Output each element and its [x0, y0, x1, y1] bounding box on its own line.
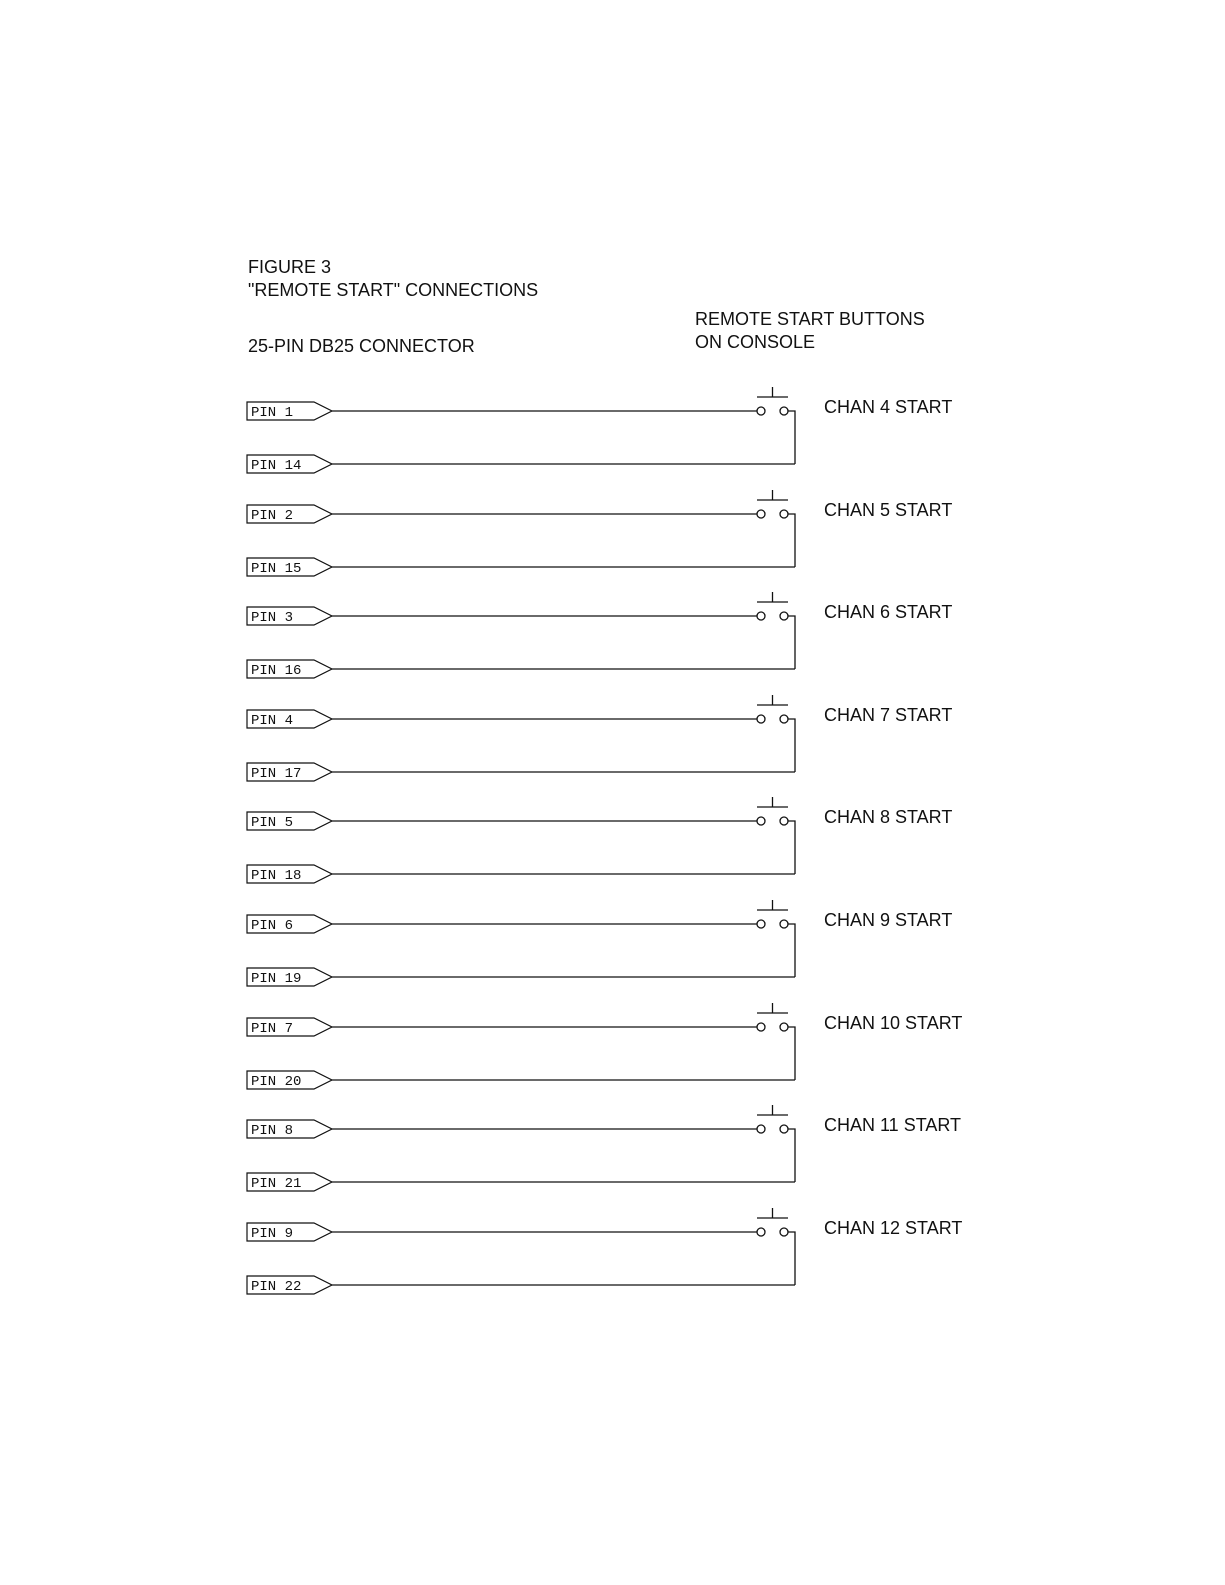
figure-title: "REMOTE START" CONNECTIONS: [248, 280, 539, 300]
pin-label: PIN 16: [251, 663, 302, 679]
channel-5: [247, 797, 952, 884]
switch-contact-right: [780, 407, 788, 415]
switch-contact-left: [757, 510, 765, 518]
switch-return-lead: [788, 616, 795, 669]
channel-6: [247, 900, 952, 987]
pin-label: PIN 7: [251, 1021, 294, 1037]
switch-contact-right: [780, 1228, 788, 1236]
pin-label: PIN 17: [251, 766, 302, 782]
pin-label: PIN 22: [251, 1279, 302, 1295]
switch-contact-left: [757, 1228, 765, 1236]
switch-contact-right: [780, 510, 788, 518]
switch-contact-left: [757, 1125, 765, 1133]
channel-1: [247, 387, 952, 474]
switch-contact-right: [780, 1023, 788, 1031]
channel-7: [247, 1003, 962, 1090]
switch-contact-right: [780, 715, 788, 723]
switch-contact-left: [757, 407, 765, 415]
switch-return-lead: [788, 1129, 795, 1182]
channel-label: CHAN 12 START: [824, 1218, 963, 1238]
pin-label: PIN 18: [251, 868, 302, 884]
pin-label: PIN 9: [251, 1226, 294, 1242]
switch-return-lead: [788, 924, 795, 977]
channel-label: CHAN 11 START: [824, 1115, 962, 1135]
channel-label: CHAN 8 START: [824, 807, 953, 827]
pin-label: PIN 4: [251, 713, 294, 729]
pin-label: PIN 2: [251, 508, 294, 524]
pin-label: PIN 1: [251, 405, 294, 421]
switch-return-lead: [788, 411, 795, 464]
channel-4: [247, 695, 952, 782]
channel-label: CHAN 5 START: [824, 500, 953, 520]
connector-heading: 25-PIN DB25 CONNECTOR: [248, 336, 475, 356]
switch-contact-right: [780, 920, 788, 928]
channel-label: CHAN 6 START: [824, 602, 953, 622]
channel-label: CHAN 7 START: [824, 705, 953, 725]
switch-return-lead: [788, 1027, 795, 1080]
switch-contact-left: [757, 920, 765, 928]
pin-label: PIN 15: [251, 561, 302, 577]
switch-contact-left: [757, 612, 765, 620]
channel-2: [247, 490, 952, 577]
switch-return-lead: [788, 821, 795, 874]
switch-return-lead: [788, 1232, 795, 1285]
buttons-heading-line2: ON CONSOLE: [695, 332, 816, 352]
switch-contact-right: [780, 1125, 788, 1133]
switch-contact-right: [780, 612, 788, 620]
buttons-heading-line1: REMOTE START BUTTONS: [695, 309, 925, 329]
pin-label: PIN 8: [251, 1123, 294, 1139]
channel-8: [247, 1105, 961, 1192]
pin-label: PIN 21: [251, 1176, 302, 1192]
pin-label: PIN 14: [251, 458, 302, 474]
switch-return-lead: [788, 514, 795, 567]
switch-contact-left: [757, 1023, 765, 1031]
switch-return-lead: [788, 719, 795, 772]
pin-label: PIN 3: [251, 610, 294, 626]
pin-label: PIN 6: [251, 918, 294, 934]
switch-contact-right: [780, 817, 788, 825]
pin-label: PIN 20: [251, 1074, 302, 1090]
channel-label: CHAN 10 START: [824, 1013, 963, 1033]
pin-label: PIN 19: [251, 971, 302, 987]
channel-3: [247, 592, 952, 679]
switch-contact-left: [757, 715, 765, 723]
switch-contact-left: [757, 817, 765, 825]
figure-number: FIGURE 3: [248, 257, 332, 277]
pin-label: PIN 5: [251, 815, 294, 831]
channel-label: CHAN 4 START: [824, 397, 953, 417]
channel-9: [247, 1208, 962, 1295]
channel-label: CHAN 9 START: [824, 910, 953, 930]
